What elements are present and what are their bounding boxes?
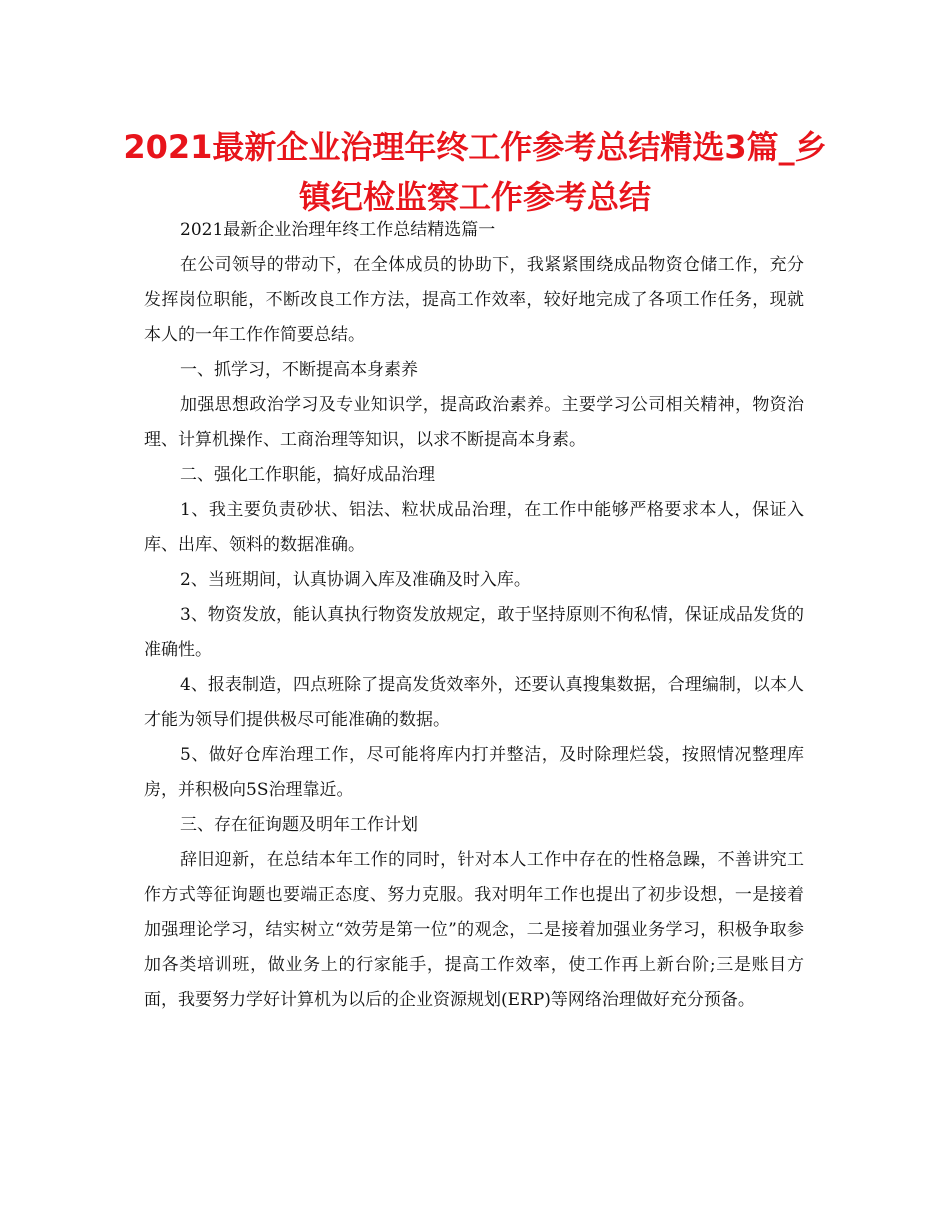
body-paragraph: 加强思想政治学习及专业知识学，提高政治素养。主要学习公司相关精神，物资治理、计算机操作、工商治理等知识，以求不断提高本身素。 <box>144 395 804 450</box>
section-heading: 二、强化工作职能，搞好成品治理 <box>180 465 435 485</box>
section-heading: 一、抓学习，不断提高本身素养 <box>180 360 418 380</box>
document-title: 2021最新企业治理年终工作参考总结精选3篇_乡镇纪检监察工作参考总结 <box>123 128 827 216</box>
list-item: 1、我主要负责砂状、铝法、粒状成品治理，在工作中能够严格要求本人，保证入库、出库、领料的数据准确。 <box>144 500 804 555</box>
section-heading: 三、存在征询题及明年工作计划 <box>180 815 418 835</box>
body-paragraph: 辞旧迎新，在总结本年工作的同时，针对本人工作中存在的性格急躁，不善讲究工作方式等征询题也要端正态度、努力克服。我对明年工作也提出了初步设想，一是接着加强理论学习，结实树立“效劳是第一位”的观念，二是接着加强业务学习，积极争取参加各类培训班，做业务上的行家能手，提高工作效率，使工作再上新台阶;三是账目方面，我要努力学好计算机为以后的企业资源规划(ERP)等网络治理做好充分预备。 <box>144 850 804 1010</box>
list-item: 4、报表制造，四点班除了提高发货效率外，还要认真搜集数据，合理编制，以本人才能为领导们提供极尽可能准确的数据。 <box>144 675 804 730</box>
section-heading: 2021最新企业治理年终工作总结精选篇一 <box>180 220 496 240</box>
list-item: 3、物资发放，能认真执行物资发放规定，敢于坚持原则不徇私情，保证成品发货的准确性。 <box>144 605 804 660</box>
list-item: 5、做好仓库治理工作，尽可能将库内打并整洁，及时除理烂袋，按照情况整理库房，并积极向5S治理靠近。 <box>144 745 804 800</box>
document-body <box>144 213 804 1018</box>
list-item: 2、当班期间，认真协调入库及准确及时入库。 <box>180 570 531 590</box>
body-paragraph: 在公司领导的带动下，在全体成员的协助下，我紧紧围绕成品物资仓储工作，充分发挥岗位职能，不断改良工作方法，提高工作效率，较好地完成了各项工作任务，现就本人的一年工作作简要总结。 <box>144 255 804 345</box>
